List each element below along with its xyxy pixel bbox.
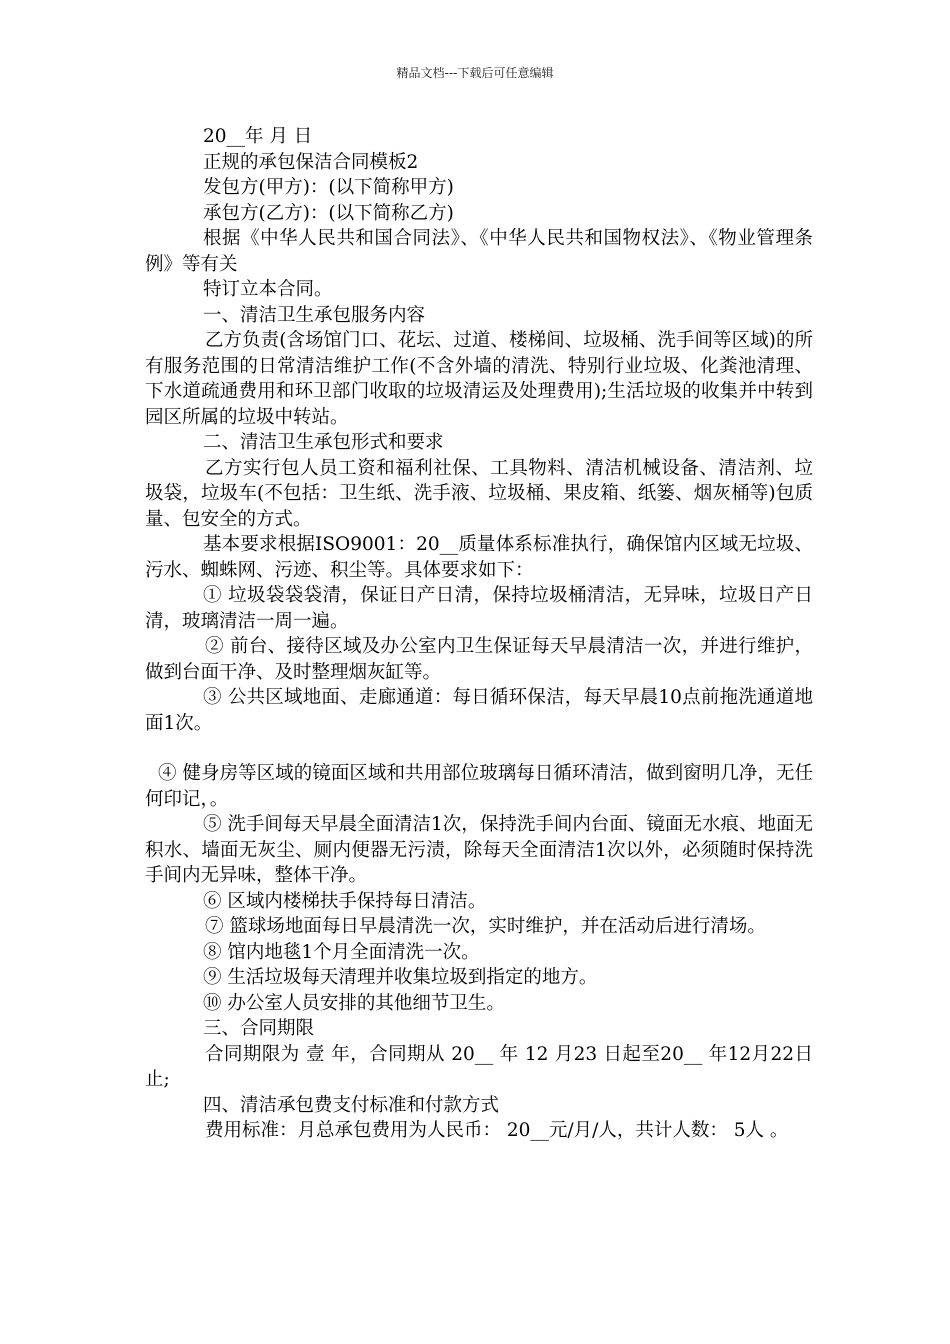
blank-line xyxy=(145,736,813,761)
paragraph: ① 垃圾袋袋袋清，保证日产日清，保持垃圾桶清洁，无异味，垃圾日产日清，玻璃清洁一周一遍。 xyxy=(145,585,813,632)
paragraph: 一、清洁卫生承包服务内容 xyxy=(203,304,426,326)
page-header: 精品文档---下载后可任意编辑 xyxy=(396,66,554,80)
paragraph: ⑩ 办公室人员安排的其他细节卫生。 xyxy=(203,992,505,1014)
paragraph: 20__年 月 日 xyxy=(203,126,313,147)
paragraph: 基本要求根据ISO9001：20__质量体系标准执行，确保馆内区域无垃圾、污水、蜘蛛网、污迹、积尘等。具体要求如下： xyxy=(145,534,813,581)
paragraph: 合同期限为 壹 年，合同期从 20__ 年 12 月23 日起至20__ 年12月22日止; xyxy=(145,1043,813,1090)
paragraph: 二、清洁卫生承包形式和要求 xyxy=(203,432,444,453)
paragraph: ⑥ 区域内楼梯扶手保持每日清洁。 xyxy=(203,890,487,912)
paragraph: 承包方(乙方)：(以下简称乙方) xyxy=(203,202,454,224)
paragraph: 特订立本合同。 xyxy=(203,279,333,300)
paragraph: 费用标准：月总承包费用为人民币： 20__元/月/人，共计人数： 5人 。 xyxy=(205,1120,789,1141)
paragraph: 乙方实行包人员工资和福利社保、工具物料、清洁机械设备、清洁剂、垃圾袋，垃圾车(不包括：卫生纸、洗手液、垃圾桶、果皮箱、纸篓、烟灰桶等)包质量、包安全的方式。 xyxy=(145,457,813,530)
paragraph: ⑦ 篮球场地面每日早晨清洗一次，实时维护，并在活动后进行清场。 xyxy=(205,916,766,937)
paragraph: ⑤ 洗手间每天早晨全面清洁1次，保持洗手间内台面、镜面无水痕、地面无积水、墙面无灰尘、厕内便器无污渍，除每天全面清洁1次以外，必须随时保持洗手间内无异味，整体干净。 xyxy=(145,814,813,886)
paragraph: ⑨ 生活垃圾每天清理并收集垃圾到指定的地方。 xyxy=(203,967,598,988)
paragraph: 正规的承包保洁合同模板2 xyxy=(203,151,419,173)
paragraph: ④ 健身房等区域的镜面区域和共用部位玻璃每日循环清洁，做到窗明几净，无任何印记，。 xyxy=(145,763,813,810)
paragraph: ⑧ 馆内地毯1个月全面清洗一次。 xyxy=(203,941,480,963)
document-body xyxy=(145,124,813,1144)
paragraph: 发包方(甲方)：(以下简称甲方) xyxy=(203,177,454,198)
paragraph: ② 前台、接待区域及办公室内卫生保证每天早晨清洁一次，并进行维护，做到台面干净、及时整理烟灰缸等。 xyxy=(145,636,813,683)
paragraph: 根据《中华人民共和国合同法》、《中华人民共和国物权法》、《物业管理条例》等有关 xyxy=(145,228,813,275)
paragraph: 乙方负责(含场馆门口、花坛、过道、楼梯间、垃圾桶、洗手间等区域)的所有服务范围的日常清洁维护工作(不含外墙的清洗、特别行业垃圾、化粪池清理、下水道疏通费用和环卫部门收取的垃圾清运及处理费用);生活垃圾的收集并中转到园区所属的垃圾中转站。 xyxy=(145,330,813,428)
paragraph: 四、清洁承包费支付标准和付款方式 xyxy=(203,1094,500,1116)
paragraph: 三、合同期限 xyxy=(203,1018,315,1039)
paragraph: ③ 公共区域地面、走廊通道：每日循环保洁，每天早晨10点前拖洗通道地面1次。 xyxy=(145,687,813,734)
